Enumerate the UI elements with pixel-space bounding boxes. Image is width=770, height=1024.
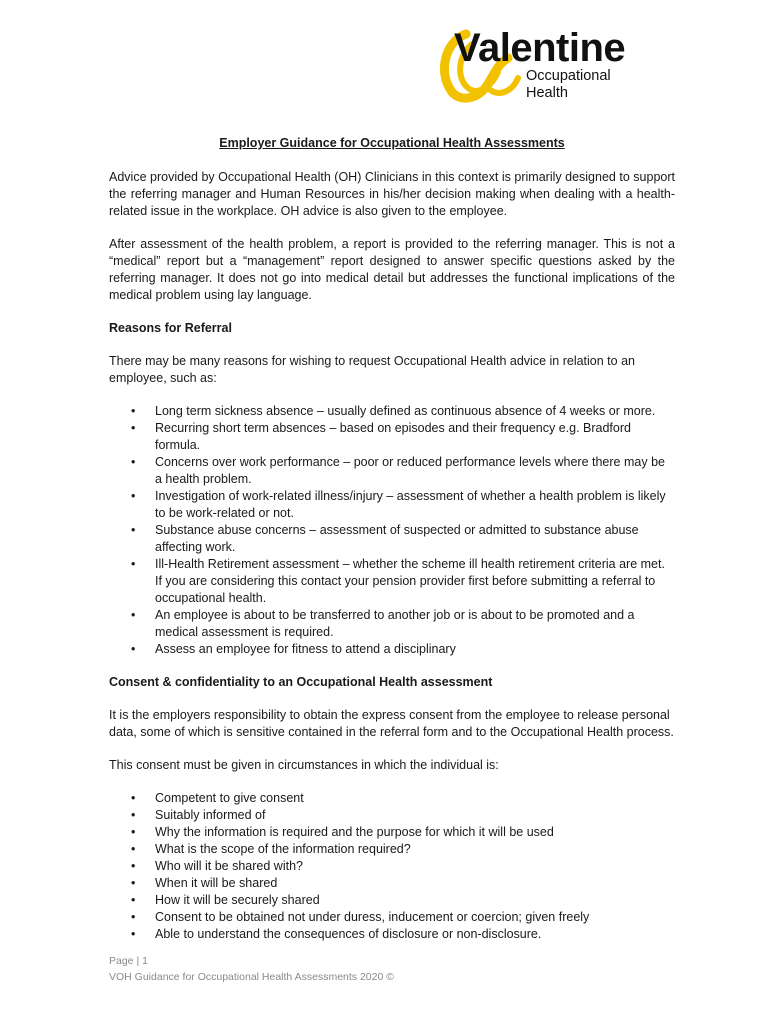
- logo-line-occupational: Occupational: [526, 68, 611, 84]
- bullet-icon: •: [131, 876, 136, 890]
- list-item: [109, 858, 675, 875]
- bullet-icon: •: [131, 421, 136, 435]
- list-item: [109, 556, 675, 607]
- bullet-icon: •: [131, 557, 136, 571]
- consent-paragraph: It is the employers responsibility to obtain the express consent from the employee to release personal data, some of which is sensitive contained in the referral form and to the Occupational Health process.: [109, 708, 674, 739]
- list-item-text: Why the information is required and the purpose for which it will be used: [155, 825, 554, 839]
- list-item-text: Ill-Health Retirement assessment – whether the scheme ill health retirement criteria are met. If you are considering this contact your pension provider first before submitting a referral to occupational health.: [155, 557, 665, 605]
- list-item: [109, 522, 675, 556]
- list-item: [109, 420, 675, 454]
- list-item-text: Assess an employee for fitness to attend a disciplinary: [155, 642, 456, 656]
- list-item: [109, 892, 675, 909]
- list-item: [109, 875, 675, 892]
- list-item: [109, 790, 675, 807]
- list-item: [109, 824, 675, 841]
- bullet-icon: •: [131, 489, 136, 503]
- bullet-icon: •: [131, 825, 136, 839]
- reasons-lead: There may be many reasons for wishing to request Occupational Health advice in relation to an employee, such as:: [109, 354, 635, 385]
- bullet-icon: •: [131, 893, 136, 907]
- logo-brand-text: Valentine: [454, 26, 626, 70]
- valentine-logo: [438, 26, 718, 106]
- list-item: [109, 807, 675, 824]
- bullet-icon: •: [131, 842, 136, 856]
- bullet-icon: •: [131, 608, 136, 622]
- list-item: [109, 607, 675, 641]
- logo-line-health: Health: [526, 85, 568, 101]
- list-item-text: Suitably informed of: [155, 808, 266, 822]
- list-item-text: Consent to be obtained not under duress, inducement or coercion; given freely: [155, 910, 590, 924]
- bullet-icon: •: [131, 927, 136, 941]
- list-item: [109, 454, 675, 488]
- list-item-text: Investigation of work-related illness/injury – assessment of whether a health problem is likely to be work-related or not.: [155, 489, 666, 520]
- list-item-text: Recurring short term absences – based on episodes and their frequency e.g. Bradford formula.: [155, 421, 631, 452]
- list-item-text: Able to understand the consequences of disclosure or non-disclosure.: [155, 927, 542, 941]
- list-item-text: Long term sickness absence – usually defined as continuous absence of 4 weeks or more.: [155, 404, 656, 418]
- bullet-icon: •: [131, 455, 136, 469]
- bullet-icon: •: [131, 808, 136, 822]
- bullet-icon: •: [131, 642, 136, 656]
- intro-paragraph-1: Advice provided by Occupational Health (OH) Clinicians in this context is primarily designed to support the referring manager and Human Resources in his/her decision making when dealing with a health-related issue in the workplace. OH advice is also given to the employee.: [109, 170, 675, 218]
- consent-heading: Consent & confidentiality to an Occupational Health assessment: [109, 675, 493, 689]
- list-item-text: Concerns over work performance – poor or reduced performance levels where there may be a health problem.: [155, 455, 665, 486]
- list-item-text: An employee is about to be transferred to another job or is about to be promoted and a medical assessment is required.: [155, 608, 635, 639]
- bullet-icon: •: [131, 791, 136, 805]
- reasons-list: [109, 403, 675, 658]
- consent-list: [109, 790, 675, 943]
- list-item: [109, 926, 675, 943]
- bullet-icon: •: [131, 404, 136, 418]
- list-item: [109, 403, 675, 420]
- bullet-icon: •: [131, 910, 136, 924]
- list-item-text: When it will be shared: [155, 876, 278, 890]
- consent-lead: This consent must be given in circumstances in which the individual is:: [109, 758, 499, 772]
- page-footer: [109, 953, 394, 985]
- reasons-heading: Reasons for Referral: [109, 321, 232, 335]
- list-item-text: Who will it be shared with?: [155, 859, 303, 873]
- document-body: [109, 135, 675, 943]
- list-item-text: Competent to give consent: [155, 791, 304, 805]
- list-item-text: Substance abuse concerns – assessment of suspected or admitted to substance abuse affecting work.: [155, 523, 639, 554]
- bullet-icon: •: [131, 523, 136, 537]
- bullet-icon: •: [131, 859, 136, 873]
- list-item: [109, 488, 675, 522]
- page-number: Page | 1: [109, 955, 148, 967]
- intro-paragraph-2: After assessment of the health problem, a report is provided to the referring manager. This is not a “medical” report but a “management” report designed to answer specific questions asked by the referring manager. It does not go into medical detail but addresses the functional implications of the medical problem using lay language.: [109, 237, 675, 302]
- footer-doc-title: VOH Guidance for Occupational Health Assessments 2020 ©: [109, 971, 394, 983]
- document-title: Employer Guidance for Occupational Health Assessments: [219, 136, 565, 150]
- list-item: [109, 641, 675, 658]
- list-item-text: What is the scope of the information required?: [155, 842, 411, 856]
- list-item: [109, 909, 675, 926]
- list-item: [109, 841, 675, 858]
- list-item-text: How it will be securely shared: [155, 893, 320, 907]
